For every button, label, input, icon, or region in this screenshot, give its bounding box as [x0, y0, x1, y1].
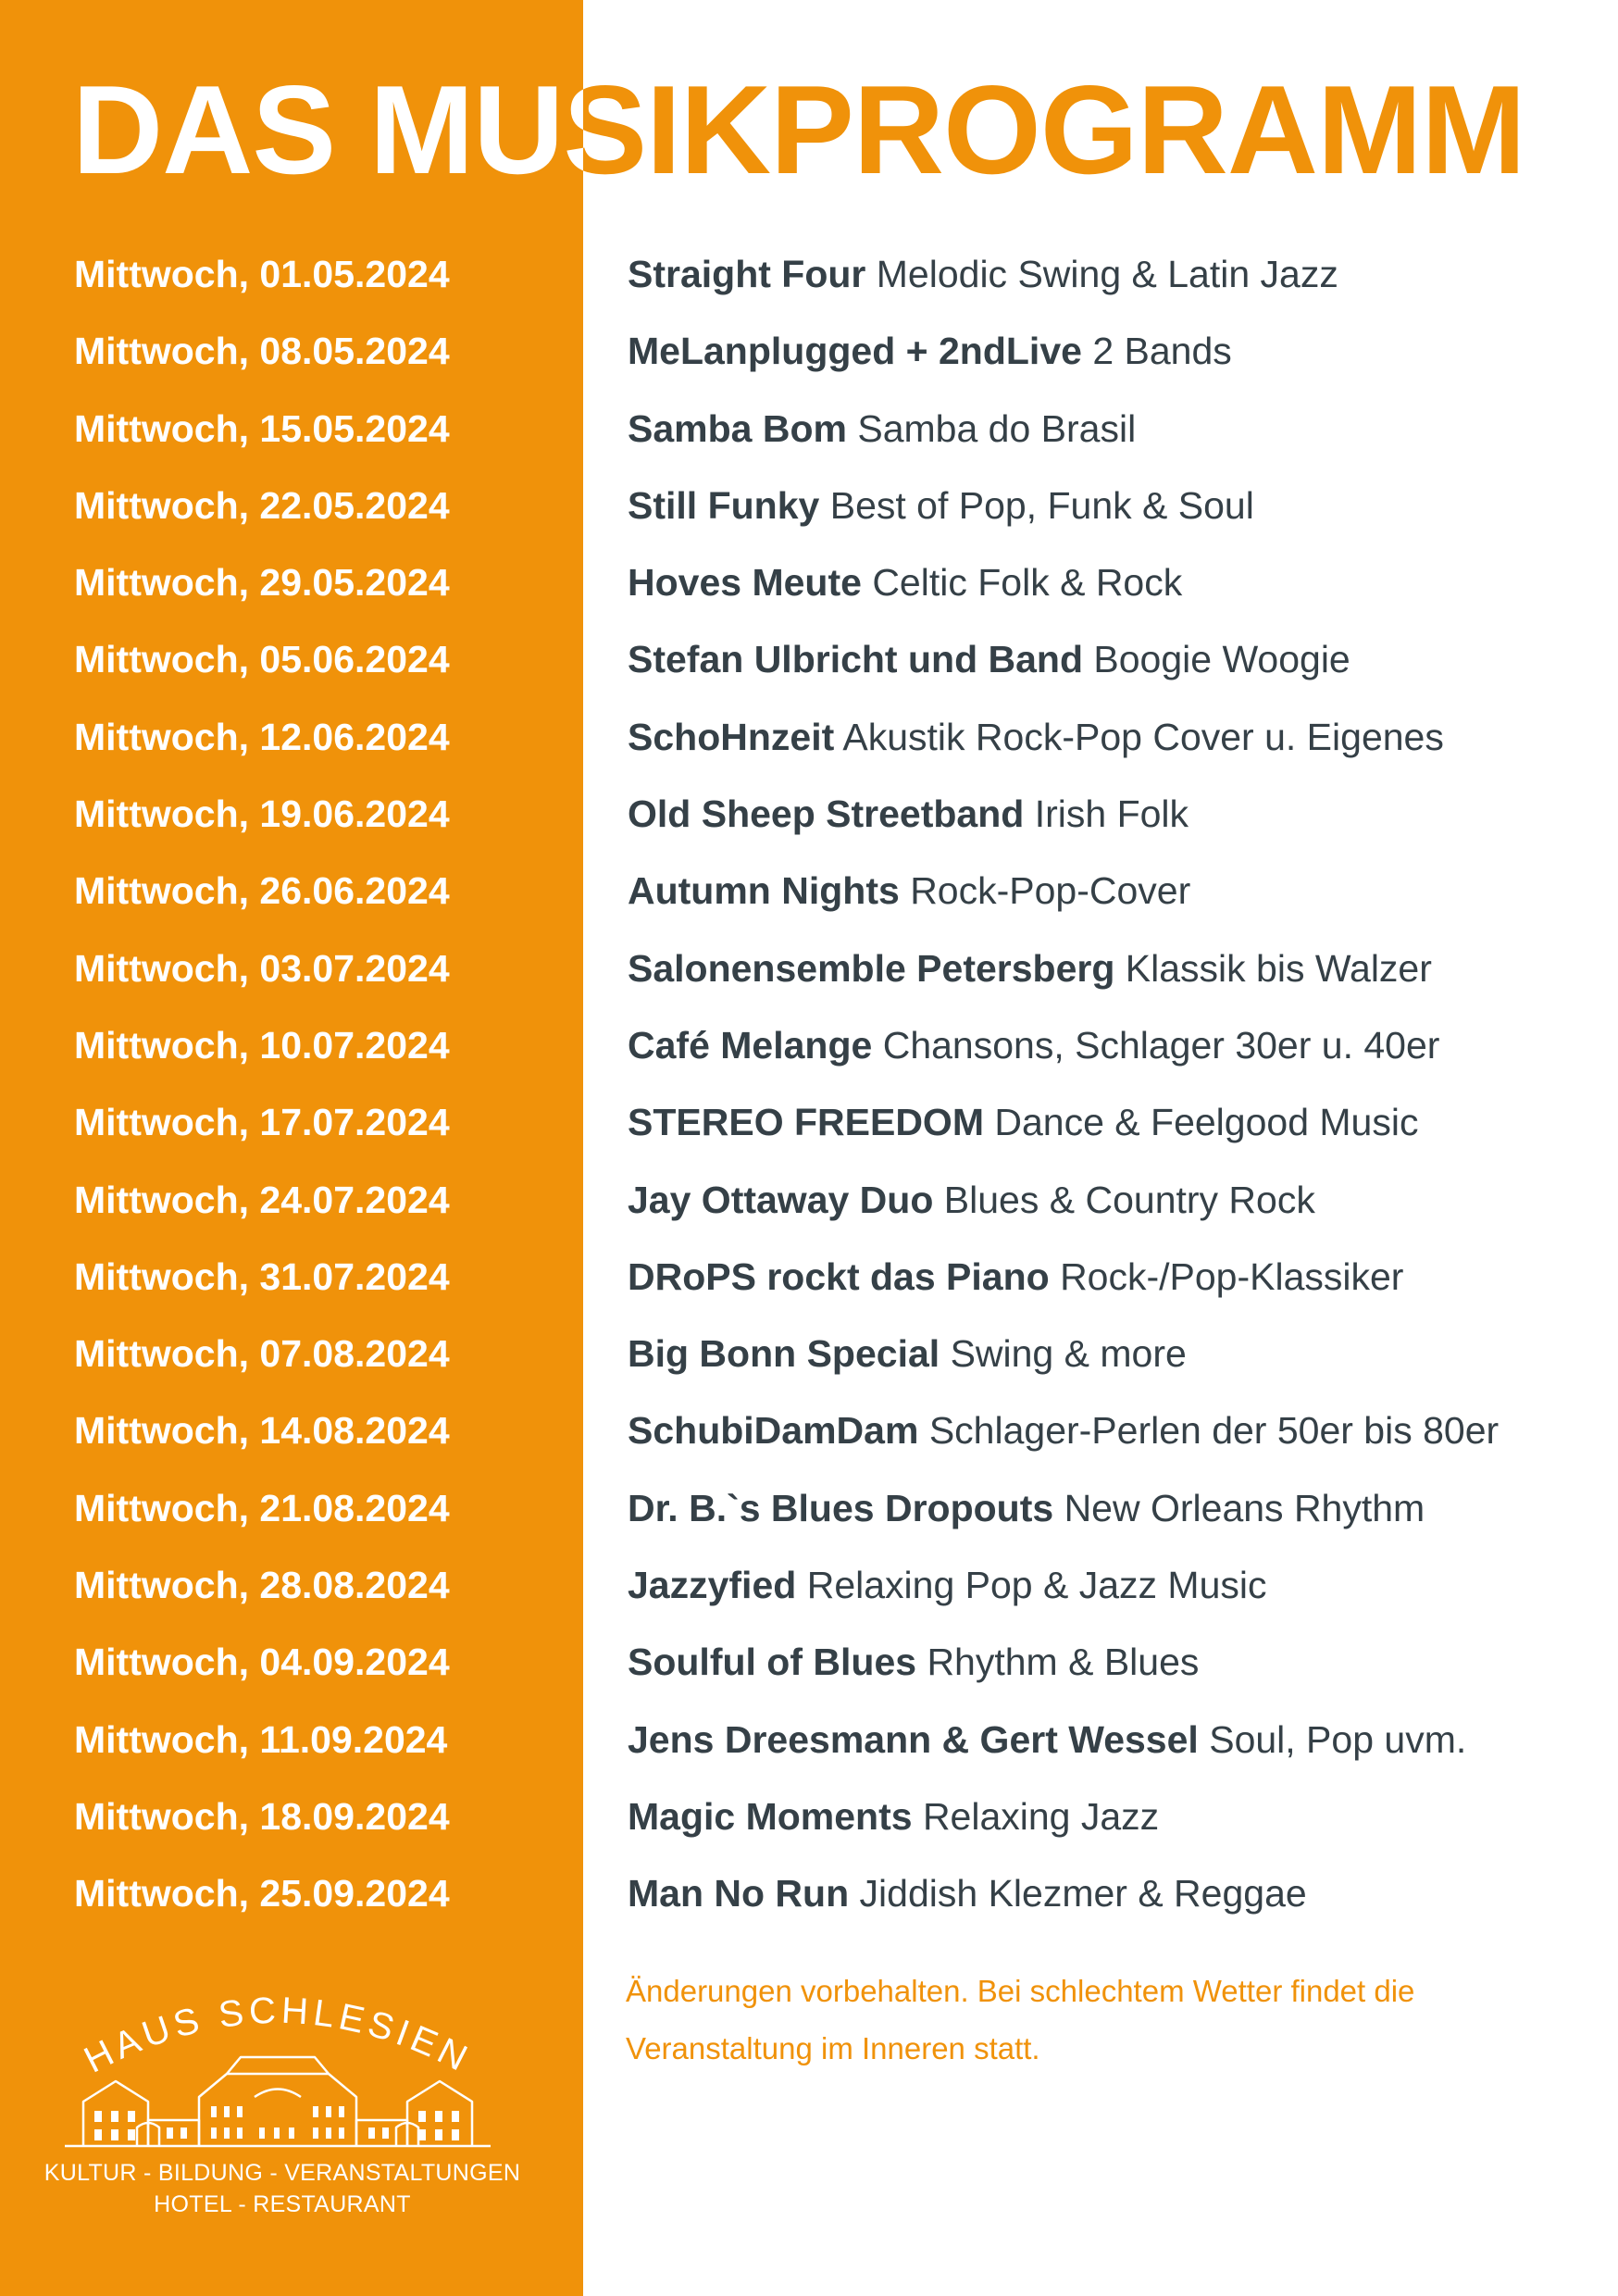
- logo-name: HAUS SCHLESIEN: [78, 1990, 478, 2081]
- event-band: STEREO FREEDOM: [628, 1101, 984, 1144]
- page-title: DAS MUSIKPROGRAMM: [72, 59, 1525, 200]
- event-date: Mittwoch, 25.09.2024: [74, 1872, 450, 1915]
- program-list: [0, 248, 1618, 1945]
- event-date: Mittwoch, 29.05.2024: [74, 561, 450, 605]
- program-row: [0, 942, 1618, 1019]
- program-row: [0, 1404, 1618, 1481]
- program-row: [0, 1714, 1618, 1791]
- program-row: [0, 403, 1618, 480]
- event-description: [628, 480, 1609, 531]
- event-genre: Best of Pop, Funk & Soul: [829, 483, 1254, 527]
- event-date: Mittwoch, 15.05.2024: [74, 406, 450, 450]
- event-genre: Rock-Pop-Cover: [910, 869, 1191, 913]
- event-date: Mittwoch, 01.05.2024: [74, 253, 450, 295]
- program-row: [0, 556, 1618, 633]
- event-description: [628, 1791, 1609, 1842]
- event-genre: Irish Folk: [1034, 792, 1189, 836]
- event-band: DRoPS rockt das Piano: [628, 1254, 1050, 1298]
- disclaimer-line-2: Veranstaltung im Inneren statt.: [626, 2031, 1040, 2065]
- event-description: [628, 788, 1609, 840]
- event-date: Mittwoch, 04.09.2024: [74, 1641, 450, 1684]
- event-date: Mittwoch, 21.08.2024: [74, 1486, 450, 1529]
- event-date: Mittwoch, 24.07.2024: [74, 1178, 450, 1221]
- event-description: [628, 248, 1609, 300]
- event-genre: Relaxing Jazz: [922, 1794, 1160, 1838]
- event-genre: Boogie Woogie: [1093, 638, 1350, 681]
- event-band: Dr. B.`s Blues Dropouts: [628, 1486, 1054, 1529]
- event-band: Autumn Nights: [628, 869, 900, 913]
- event-description: [628, 325, 1609, 377]
- event-description: [628, 1636, 1609, 1688]
- event-genre: Samba do Brasil: [857, 406, 1137, 450]
- event-date: Mittwoch, 28.08.2024: [74, 1564, 450, 1607]
- event-genre: Rhythm & Blues: [927, 1641, 1200, 1684]
- event-date: Mittwoch, 10.07.2024: [74, 1023, 450, 1067]
- event-band: Still Funky: [628, 483, 820, 527]
- event-band: MeLanplugged + 2ndLive: [628, 330, 1082, 373]
- event-genre: Swing & more: [950, 1332, 1187, 1376]
- building-logo-icon: [56, 1972, 500, 2157]
- event-band: Stefan Ulbricht und Band: [628, 638, 1083, 681]
- disclaimer-note: [626, 1963, 1542, 2078]
- program-row: [0, 711, 1618, 788]
- logo-tagline: [37, 2157, 528, 2220]
- program-row: [0, 865, 1618, 942]
- event-description: [628, 1482, 1609, 1534]
- event-band: Big Bonn Special: [628, 1332, 940, 1376]
- event-band: Jens Dreesmann & Gert Wessel: [628, 1717, 1199, 1761]
- event-date: Mittwoch, 03.07.2024: [74, 946, 450, 990]
- event-date: Mittwoch, 12.06.2024: [74, 715, 450, 758]
- event-genre: Klassik bis Walzer: [1125, 946, 1432, 990]
- program-row: [0, 1559, 1618, 1636]
- event-genre: Blues & Country Rock: [943, 1178, 1315, 1221]
- event-genre: Jiddish Klezmer & Reggae: [859, 1872, 1307, 1915]
- event-genre: Soul, Pop uvm.: [1209, 1717, 1467, 1761]
- program-row: [0, 248, 1618, 325]
- program-row: [0, 1867, 1618, 1944]
- event-date: Mittwoch, 07.08.2024: [74, 1332, 450, 1376]
- event-band: Samba Bom: [628, 406, 847, 450]
- event-date: Mittwoch, 08.05.2024: [74, 330, 450, 373]
- event-date: Mittwoch, 05.06.2024: [74, 638, 450, 681]
- event-description: [628, 633, 1609, 685]
- event-date: Mittwoch, 17.07.2024: [74, 1101, 450, 1144]
- program-row: [0, 788, 1618, 865]
- event-genre: Chansons, Schlager 30er u. 40er: [882, 1023, 1440, 1067]
- event-date: Mittwoch, 31.07.2024: [74, 1254, 450, 1298]
- event-genre: New Orleans Rhythm: [1064, 1486, 1425, 1529]
- event-description: [628, 942, 1609, 994]
- event-band: Hoves Meute: [628, 561, 862, 605]
- program-row: [0, 1096, 1618, 1173]
- event-description: [628, 1019, 1609, 1071]
- event-genre: 2 Bands: [1092, 330, 1232, 373]
- program-row: [0, 633, 1618, 710]
- event-description: [628, 1404, 1609, 1456]
- event-genre: Celtic Folk & Rock: [872, 561, 1183, 605]
- event-description: [628, 1174, 1609, 1226]
- program-row: [0, 1791, 1618, 1867]
- program-row: [0, 1482, 1618, 1559]
- event-date: Mittwoch, 26.06.2024: [74, 869, 450, 913]
- event-description: [628, 1096, 1609, 1148]
- program-row: [0, 1174, 1618, 1251]
- disclaimer-line-1: Änderungen vorbehalten. Bei schlechtem Wetter findet die: [626, 1974, 1415, 2008]
- event-band: Magic Moments: [628, 1794, 913, 1838]
- event-band: Old Sheep Streetband: [628, 792, 1025, 836]
- event-band: Jazzyfied: [628, 1564, 797, 1607]
- event-band: Man No Run: [628, 1872, 850, 1915]
- event-description: [628, 403, 1609, 455]
- program-row: [0, 1328, 1618, 1404]
- program-row: [0, 1636, 1618, 1713]
- event-date: Mittwoch, 14.08.2024: [74, 1409, 450, 1453]
- event-description: [628, 711, 1609, 763]
- event-genre: Rock-/Pop-Klassiker: [1060, 1254, 1404, 1298]
- event-band: Straight Four: [628, 253, 866, 295]
- event-genre: Dance & Feelgood Music: [994, 1101, 1419, 1144]
- event-date: Mittwoch, 18.09.2024: [74, 1794, 450, 1838]
- event-description: [628, 556, 1609, 608]
- event-description: [628, 1251, 1609, 1303]
- event-date: Mittwoch, 19.06.2024: [74, 792, 450, 836]
- event-genre: Melodic Swing & Latin Jazz: [876, 253, 1338, 295]
- program-row: [0, 1251, 1618, 1328]
- event-band: Salonensemble Petersberg: [628, 946, 1115, 990]
- program-row: [0, 1019, 1618, 1096]
- event-description: [628, 1714, 1609, 1766]
- event-description: [628, 1328, 1609, 1379]
- event-genre: Relaxing Pop & Jazz Music: [806, 1564, 1267, 1607]
- event-band: SchoHnzeit: [628, 715, 835, 758]
- program-row: [0, 480, 1618, 556]
- event-description: [628, 1559, 1609, 1611]
- event-description: [628, 1867, 1609, 1919]
- event-date: Mittwoch, 11.09.2024: [74, 1717, 448, 1761]
- event-genre: Schlager-Perlen der 50er bis 80er: [928, 1409, 1500, 1453]
- program-row: [0, 325, 1618, 402]
- event-genre: Akustik Rock-Pop Cover u. Eigenes: [842, 715, 1444, 758]
- tagline-line-2: HOTEL - RESTAURANT: [154, 2191, 411, 2217]
- event-band: Soulful of Blues: [628, 1641, 917, 1684]
- event-band: Café Melange: [628, 1023, 873, 1067]
- event-date: Mittwoch, 22.05.2024: [74, 483, 450, 527]
- event-band: SchubiDamDam: [628, 1409, 919, 1453]
- event-band: Jay Ottaway Duo: [628, 1178, 934, 1221]
- tagline-line-1: KULTUR - BILDUNG - VERANSTALTUNGEN: [44, 2160, 521, 2186]
- event-description: [628, 865, 1609, 917]
